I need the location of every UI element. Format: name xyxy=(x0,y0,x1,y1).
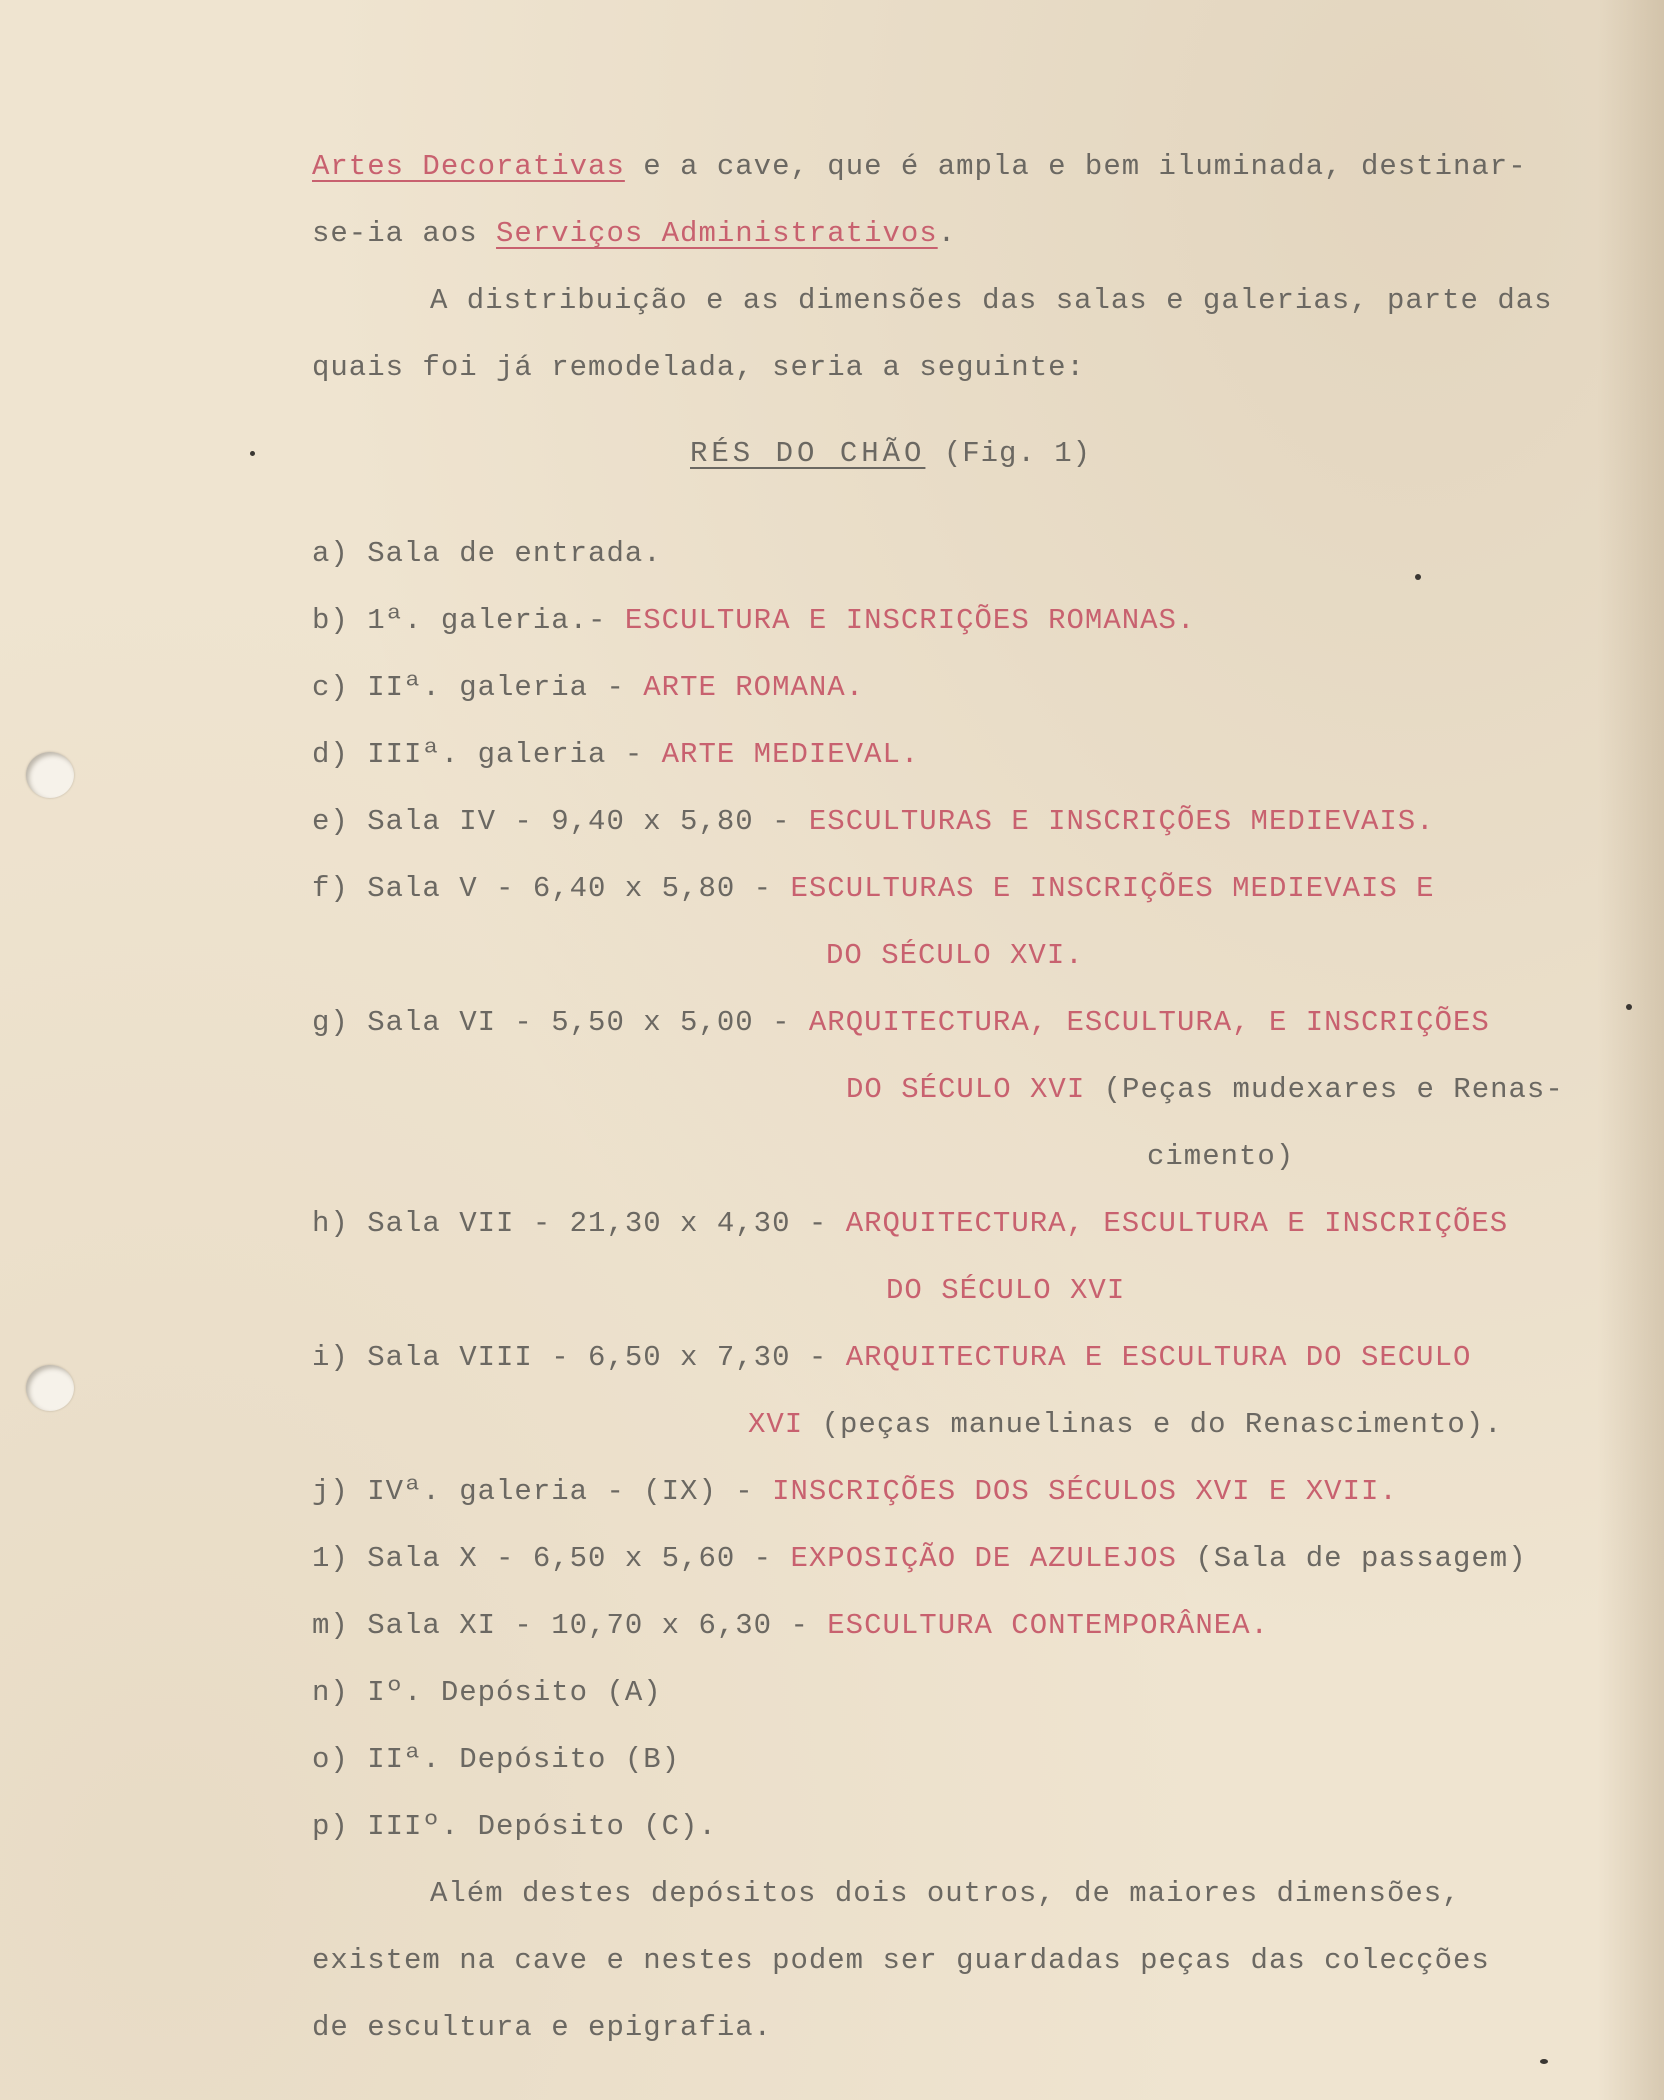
list-item-j xyxy=(312,1475,1398,1508)
ink-speck xyxy=(1626,1004,1632,1010)
item-description: EXPOSIÇÃO DE AZULEJOS xyxy=(790,1542,1177,1575)
list-item-n xyxy=(312,1676,662,1709)
list-item-f xyxy=(312,872,1435,905)
item-label: m) Sala XI - 10,70 x 6,30 - xyxy=(312,1609,828,1642)
item-label: f) Sala V - 6,40 x 5,80 - xyxy=(312,872,791,905)
paragraph-3-line-3: de escultura e epigrafia. xyxy=(312,2011,773,2044)
item-label: j) IVª. galeria - (IX) - xyxy=(312,1475,773,1508)
punch-hole-bottom xyxy=(26,1365,74,1411)
paragraph-3-line-1: Além destes depósitos dois outros, de maiores dimensões, xyxy=(430,1877,1461,1910)
item-description: ESCULTURAS E INSCRIÇÕES MEDIEVAIS. xyxy=(808,805,1435,838)
item-description: ARTE ROMANA. xyxy=(643,671,865,704)
list-item-i-continued xyxy=(748,1408,1503,1441)
item-note: (peças manuelinas e do Renascimento). xyxy=(803,1408,1503,1441)
section-ref-artes-decorativas: Artes Decorativas xyxy=(312,150,625,183)
list-item-c xyxy=(312,671,864,704)
item-description: ESCULTURAS E INSCRIÇÕES MEDIEVAIS E xyxy=(790,872,1435,905)
paragraph-text: se-ia aos xyxy=(312,217,497,250)
paragraph-1-line-2 xyxy=(312,217,956,250)
paragraph-2-line-2: quais foi já remodelada, seria a seguinte: xyxy=(312,351,1085,384)
paragraph-2-line-1: A distribuição e as dimensões das salas e galerias, parte das xyxy=(430,284,1553,317)
item-label: g) Sala VI - 5,50 x 5,00 - xyxy=(312,1006,809,1039)
ink-speck xyxy=(250,451,255,456)
item-note: (Sala de passagem) xyxy=(1176,1542,1527,1575)
heading-figure-ref: (Fig. 1) xyxy=(925,437,1092,470)
list-item-h xyxy=(312,1207,1508,1240)
list-item-g xyxy=(312,1006,1490,1039)
item-description-continued: DO SÉCULO XVI xyxy=(886,1274,1126,1307)
item-description-continued: XVI xyxy=(748,1408,804,1441)
list-item-f-continued xyxy=(826,939,1084,972)
item-note-continued: cimento) xyxy=(1147,1140,1295,1173)
item-label: p) IIIº. Depósito (C). xyxy=(312,1810,717,1843)
item-label: 1) Sala X - 6,50 x 5,60 - xyxy=(312,1542,791,1575)
paragraph-3-line-2: existem na cave e nestes podem ser guardadas peças das colecções xyxy=(312,1944,1490,1977)
item-description: INSCRIÇÕES DOS SÉCULOS XVI E XVII. xyxy=(772,1475,1398,1508)
list-item-o xyxy=(312,1743,680,1776)
ink-speck xyxy=(1415,574,1421,580)
list-item-g-note-continued xyxy=(1147,1140,1294,1173)
list-item-p xyxy=(312,1810,717,1843)
item-label: c) IIª. galeria - xyxy=(312,671,644,704)
list-item-h-continued xyxy=(886,1274,1125,1307)
list-item-a xyxy=(312,537,662,570)
punch-hole-top xyxy=(26,752,74,798)
item-label: d) IIIª. galeria - xyxy=(312,738,662,771)
item-description: ARQUITECTURA E ESCULTURA DO SECULO xyxy=(845,1341,1472,1374)
item-description: ESCULTURA CONTEMPORÂNEA. xyxy=(827,1609,1269,1642)
list-item-l xyxy=(312,1542,1527,1575)
item-label: i) Sala VIII - 6,50 x 7,30 - xyxy=(312,1341,846,1374)
list-item-b xyxy=(312,604,1195,637)
item-label: a) Sala de entrada. xyxy=(312,537,662,570)
item-label: h) Sala VII - 21,30 x 4,30 - xyxy=(312,1207,846,1240)
item-description-continued: DO SÉCULO XVI xyxy=(846,1073,1086,1106)
section-heading xyxy=(690,437,1091,470)
heading-title: RÉS DO CHÃO xyxy=(690,437,926,470)
item-label: n) Iº. Depósito (A) xyxy=(312,1676,662,1709)
item-label: b) 1ª. galeria.- xyxy=(312,604,625,637)
section-ref-servicos-administrativos: Serviços Administrativos xyxy=(496,217,938,250)
list-item-m xyxy=(312,1609,1269,1642)
list-item-i xyxy=(312,1341,1471,1374)
item-label: e) Sala IV - 9,40 x 5,80 - xyxy=(312,805,809,838)
item-description-continued: DO SÉCULO XVI. xyxy=(826,939,1084,972)
ink-speck xyxy=(1540,2059,1548,2064)
item-label: o) IIª. Depósito (B) xyxy=(312,1743,681,1776)
item-description: ARQUITECTURA, ESCULTURA E INSCRIÇÕES xyxy=(845,1207,1509,1240)
item-description: ARQUITECTURA, ESCULTURA, E INSCRIÇÕES xyxy=(808,1006,1490,1039)
item-note: (Peças mudexares e Renas- xyxy=(1085,1073,1564,1106)
paragraph-text: . xyxy=(937,217,957,250)
list-item-g-continued xyxy=(846,1073,1564,1106)
item-description: ESCULTURA E INSCRIÇÕES ROMANAS. xyxy=(624,604,1196,637)
paragraph-text: e a cave, que é ampla e bem iluminada, destinar- xyxy=(624,150,1527,183)
paragraph-1-line-1 xyxy=(312,150,1527,183)
list-item-e xyxy=(312,805,1435,838)
list-item-d xyxy=(312,738,919,771)
item-description: ARTE MEDIEVAL. xyxy=(661,738,920,771)
